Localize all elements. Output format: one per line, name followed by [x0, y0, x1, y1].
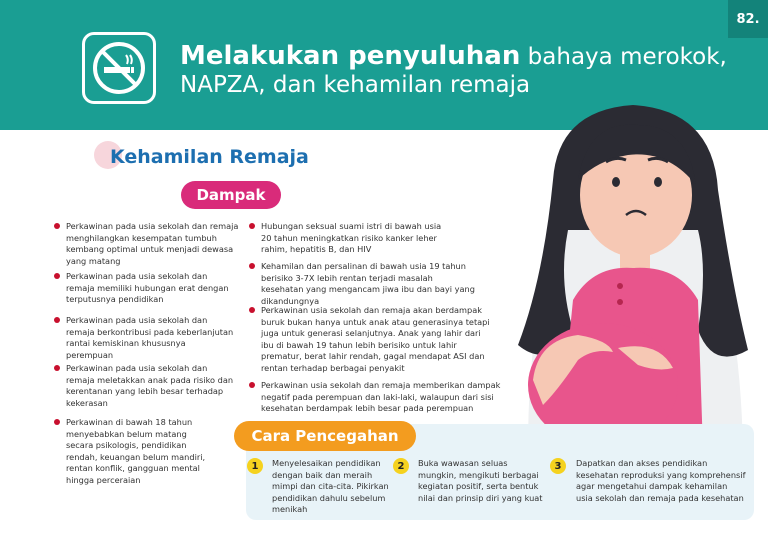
prevention-title: Cara Pencegahan — [234, 421, 416, 451]
page-number: 82. — [728, 0, 768, 38]
step-number: 2 — [393, 458, 409, 474]
list-item: Kehamilan dan persalinan di bawah usia 19 tahun berisiko 3-7X lebih rentan terjadi masalah kesehatan yang mengancam jiwa ibu dan bayi yang dikandungnya — [261, 261, 475, 306]
list-item: Perkawinan usia sekolah dan remaja akan berdampak buruk bukan hanya untuk anak atau generasinya tetapi juga untuk generasi selanjutnya. Anak yang lahir dari ibu di bawah 19 tahun lebih berisiko untuk lahir prematur, berat lahir rendah, gagal mendapat ASI dan rentan terhadap berbagai penyakit — [261, 305, 493, 374]
prevention-item: Buka wawasan seluas mungkin, mengikuti berbagai kegiatan positif, serta bentuk nilai dan prinsip diri yang kuat — [418, 458, 543, 503]
step-number: 1 — [247, 458, 263, 474]
title-bold: Melakukan penyuluhan — [180, 41, 521, 71]
prevention-item: Dapatkan dan akses pendidikan kesehatan reproduksi yang komprehensif agar mengetahui dampak kehamilan usia sekolah dan remaja pada kesehatan — [576, 458, 746, 503]
dampak-badge: Dampak — [181, 181, 281, 209]
pregnant-girl-illustration — [498, 90, 768, 450]
no-smoking-icon — [82, 32, 156, 104]
section-title: Kehamilan Remaja — [110, 146, 309, 168]
prevention-item: Menyelesaikan pendidikan dengan baik dan meraih mimpi dan cita-cita. Pikirkan pendidikan dahulu sebelum menikah — [272, 458, 389, 514]
list-item: Perkawinan usia sekolah dan remaja memberikan dampak negatif pada perempuan dan laki-laki, walaupun dari sisi kesehatan berdampak lebih besar pada perempuan — [261, 380, 501, 413]
list-item: Hubungan seksual suami istri di bawah usia 20 tahun meningkatkan risiko kanker leher rahim, hepatitis B, dan HIV — [261, 221, 451, 256]
list-item: Perkawinan pada usia sekolah dan remaja menghilangkan kesempatan tumbuh kembang optimal untuk menjadi dewasa yang matang — [66, 221, 248, 267]
list-item: Perkawinan pada usia sekolah dan remaja berkontribusi pada keberlanjutan rantai kemiskinan khususnya perempuan — [66, 315, 234, 360]
list-item: Perkawinan pada usia sekolah dan remaja meletakkan anak pada risiko dan kerentanan yang lebih besar terhadap kekerasan — [66, 363, 234, 408]
list-item: Perkawinan pada usia sekolah dan remaja memiliki hubungan erat dengan terputusnya pendidikan — [66, 271, 234, 306]
title-rest: bahaya merokok, — [520, 44, 727, 70]
list-item: Perkawinan di bawah 18 tahun menyebabkan belum matang secara psikologis, pendidikan rendah, keuangan belum mandiri, rentan konflik, gangguan mental hingga perceraian — [66, 417, 216, 486]
step-number: 3 — [550, 458, 566, 474]
title-line2: NAPZA, dan kehamilan remaja — [180, 72, 531, 98]
